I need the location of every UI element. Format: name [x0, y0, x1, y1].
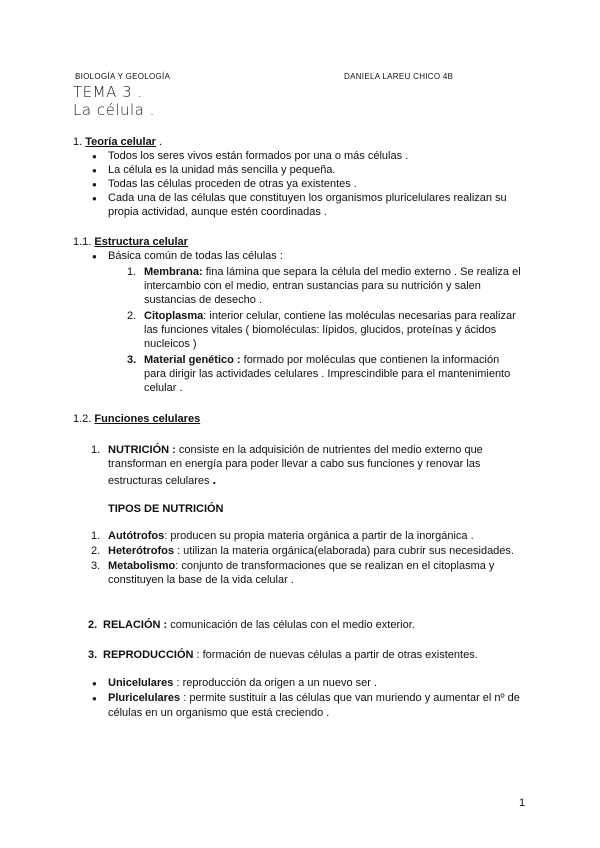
list-item-continuation: propia actividad, aunque estén coordinadas . — [108, 206, 327, 218]
bullet-icon: ● — [92, 194, 97, 203]
item-number: 2. — [91, 545, 101, 557]
section-1-2-heading: 1.2. Funciones celulares — [73, 413, 201, 425]
section-1-1-title: Estructura celular — [94, 236, 188, 248]
page-title: La célula . — [73, 101, 155, 119]
autotrofos-item: Autótrofos: producen su propia materia orgánica a partir de la inorgánica . — [108, 530, 474, 542]
item-continuation: células en un organismo que está creciendo . — [108, 707, 330, 719]
item-number: 3. — [88, 649, 98, 661]
item-number: 1. — [127, 266, 137, 278]
heterotrofos-item: Heterótrofos : utilizan la materia orgánica(elaborada) para cubrir sus necesidades. — [108, 545, 514, 557]
item-number: 2. — [127, 310, 137, 322]
reproduccion-item: REPRODUCCIÓN : formación de nuevas células a partir de otras existentes. — [103, 649, 478, 661]
author-label: DANIELA LAREU CHICO 4B — [344, 72, 454, 81]
list-item: Todas las células proceden de otras ya existentes . — [108, 178, 357, 190]
item-number: 1. — [91, 444, 101, 456]
item-continuation: estructuras celulares . — [108, 472, 217, 487]
section-1-title: Teoría celular — [85, 136, 156, 148]
item-continuation: nucleicos ) — [144, 338, 197, 350]
section-1-heading: 1. Teoría celular . — [73, 136, 163, 148]
bullet-icon: ● — [92, 679, 97, 688]
bullet-icon: ● — [92, 152, 97, 161]
citoplasma-item: Citoplasma: interior celular, contiene las moléculas necesarias para realizar — [144, 310, 516, 322]
section-1-1-intro: Básica común de todas las células : — [108, 250, 283, 262]
item-continuation: las funciones vitales ( biomoléculas: lípidos, glucidos, proteínas y ácidos — [144, 324, 497, 336]
bullet-icon: ● — [92, 252, 97, 261]
tipos-nutricion-heading: TIPOS DE NUTRICIÓN — [108, 503, 224, 515]
item-continuation: constituyen la base de la vida celular . — [108, 574, 294, 586]
item-continuation: celular . — [144, 382, 183, 394]
section-1-1-heading: 1.1. Estructura celular — [73, 236, 188, 248]
list-item: Todos los seres vivos están formados por una o más células . — [108, 150, 409, 162]
tema-heading: TEMA 3 . — [73, 83, 143, 101]
metabolismo-item: Metabolismo: conjunto de transformaciones que se realizan en el citoplasma y — [108, 560, 495, 572]
section-1-2-title: Funciones celulares — [94, 413, 201, 425]
list-item: Cada una de las células que constituyen los organismos pluricelulares realizan su — [108, 192, 507, 204]
material-genetico-item: Material genético : formado por moléculas que contienen la información — [144, 354, 500, 366]
item-continuation: para dirigir las actividades celulares . Imprescindible para el mantenimiento — [144, 368, 511, 380]
item-number: 3. — [91, 560, 101, 572]
bullet-icon: ● — [92, 180, 97, 189]
item-continuation: transforman en energía para poder llevar a cabo sus funciones y renovar las — [108, 458, 481, 470]
list-item: La célula es la unidad más sencilla y pequeña. — [108, 164, 336, 176]
item-continuation: intercambio con el medio, entran sustancias para su nutrición y salen — [144, 280, 481, 292]
item-number: 1. — [91, 530, 101, 542]
item-number: 3. — [127, 354, 137, 366]
item-continuation: sustancias de desecho . — [144, 294, 263, 306]
pluricelulares-item: Pluricelulares : permite sustituir a las células que van muriendo y aumentar el nº de — [108, 692, 520, 704]
unicelulares-item: Unicelulares : reproducción da origen a un nuevo ser . — [108, 677, 378, 689]
item-number: 2. — [88, 619, 98, 631]
relacion-item: RELACIÓN : comunicación de las células con el medio exterior. — [103, 619, 415, 631]
membrana-item: Membrana: fina lámina que separa la célula del medio externo . Se realiza el — [144, 266, 521, 278]
bullet-icon: ● — [92, 694, 97, 703]
page-number: 1 — [519, 797, 526, 809]
subject-label: BIOLOGÍA Y GEOLOGÍA — [75, 72, 171, 81]
nutricion-item: NUTRICIÓN : consiste en la adquisición de nutrientes del medio externo que — [108, 444, 483, 456]
bullet-icon: ● — [92, 166, 97, 175]
